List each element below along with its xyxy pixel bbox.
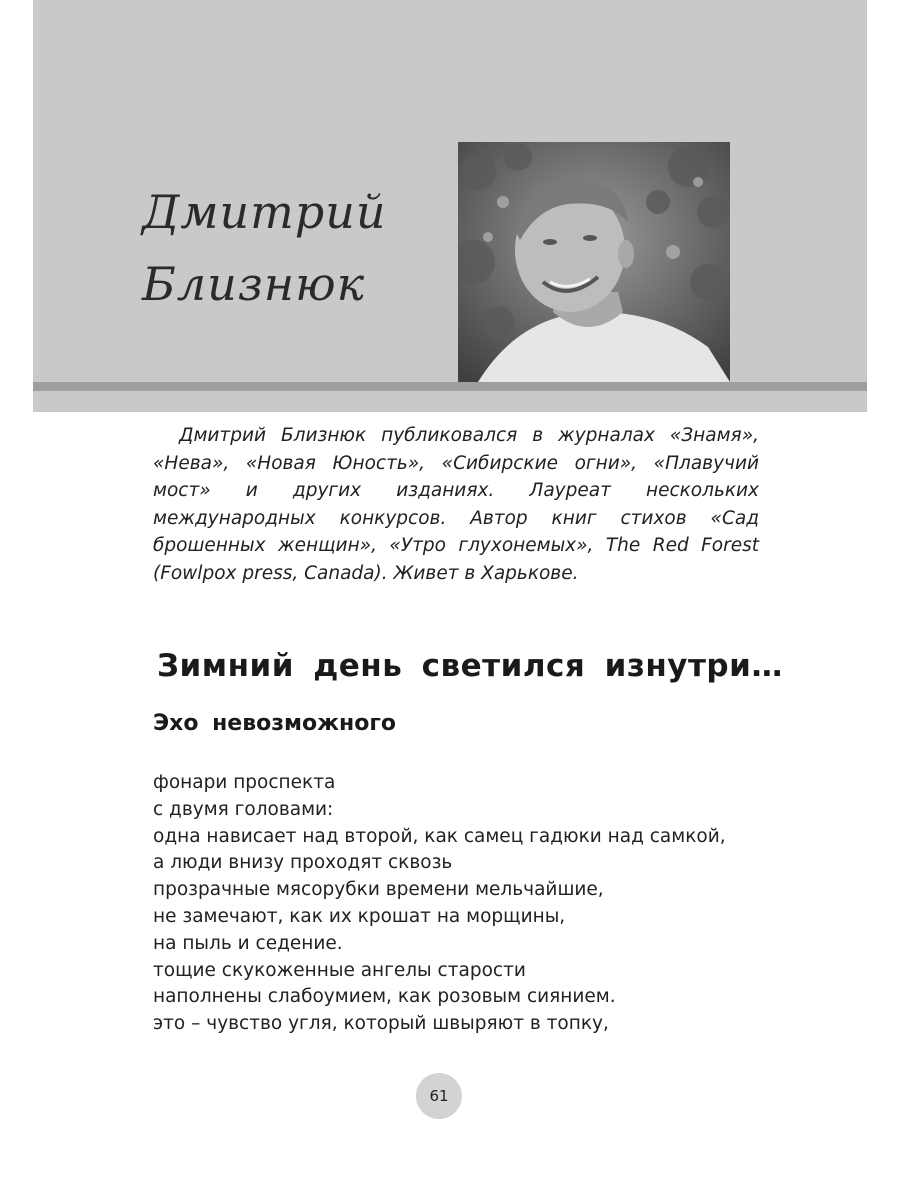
author-bio: Дмитрий Близнюк публиковался в журналах «Знамя», «Нева», «Новая Юность», «Сибирские огни», «Плавучий мост» и других изданиях. Лауреат нескольких международных конкурсов. Автор книг стихов «Сад брошенных женщин», «Утро глухонемых», The Red Forest (Fowlpox press, Canada). Живет в Харькове. (153, 425, 759, 584)
poem-line: это – чувство угля, который швыряют в топку, (153, 1013, 609, 1035)
poem-line: фонари проспекта (153, 772, 336, 793)
poem-line: а люди внизу проходят сквозь (153, 852, 453, 874)
poem-title: Эхо невозможного (153, 711, 396, 736)
author-name (142, 176, 442, 320)
section-title: Зимний день светился изнутри… (157, 648, 783, 684)
poem-line: не замечают, как их крошат на морщины, (153, 905, 566, 927)
author-photo (458, 142, 730, 382)
poem-line: тощие скукоженные ангелы старости (153, 959, 526, 981)
poem-text (153, 770, 793, 1038)
header-divider (33, 382, 867, 391)
author-first-name: Дмитрий (142, 185, 387, 239)
poem-line: на пыль и седение. (153, 932, 343, 954)
poem-line: с двумя головами: (153, 798, 334, 820)
poem-line: наполнены слабоумием, как розовым сиянием. (153, 986, 616, 1008)
poem-line: одна нависает над второй, как самец гадюки над самкой, (153, 825, 726, 847)
author-portrait-icon (458, 142, 730, 382)
page-number: 61 (416, 1073, 462, 1119)
poem-line: прозрачные мясорубки времени мельчайшие, (153, 879, 604, 901)
author-last-name: Близнюк (142, 257, 366, 311)
